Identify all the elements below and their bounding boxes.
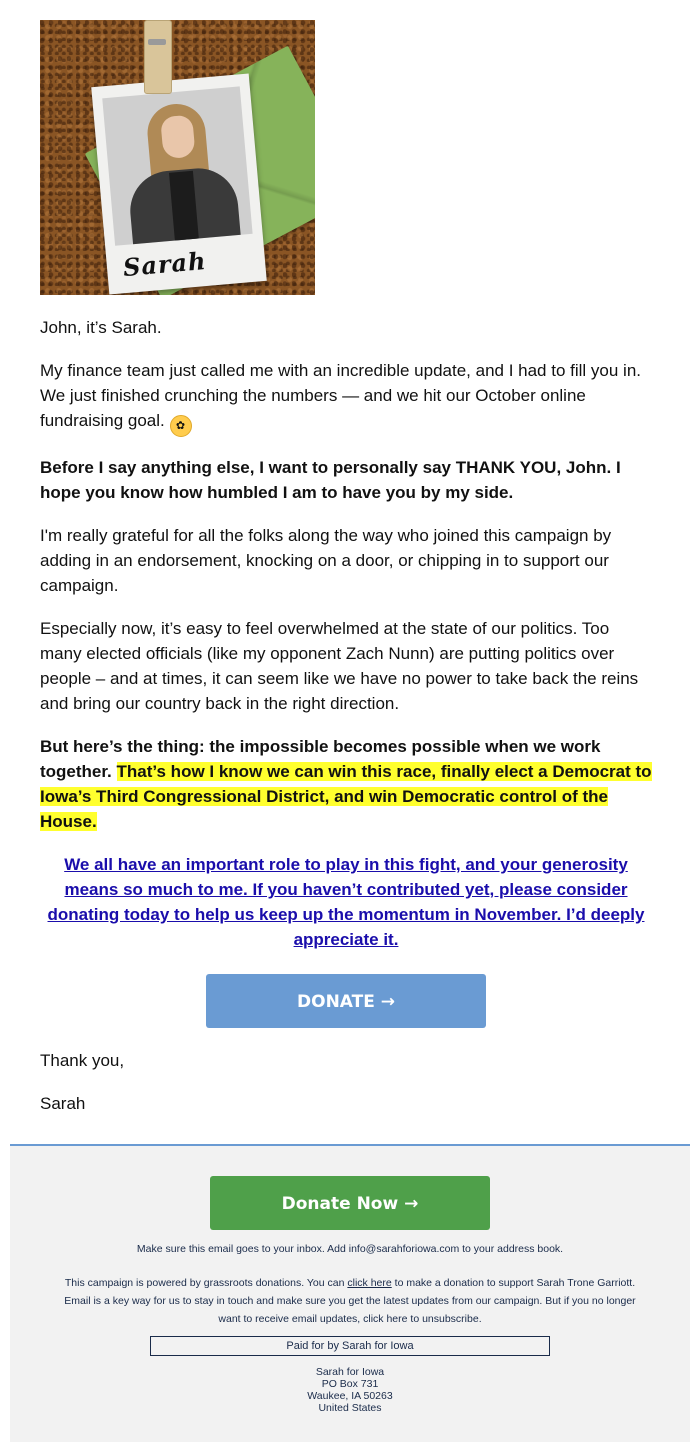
mailing-address — [10, 1366, 690, 1414]
photo-signature: Sarah — [121, 245, 208, 283]
paragraph-update — [40, 358, 652, 437]
paragraph-politics: Especially now, it’s easy to feel overwhelmed at the state of our politics. Too many elected officials (like my opponent Zach Nunn) are putting politics over people – and at times, it can seem like we have no power to take back the reins and bring our country back in the right direction. — [40, 619, 639, 713]
donate-now-button[interactable]: Donate Now → — [210, 1176, 490, 1230]
paragraph-grateful: I'm really grateful for all the folks along the way who joined this campaign by adding in an endorsement, knocking on a door, or chipping in to support our campaign. — [40, 526, 612, 595]
grassroots-text-post: to make a donation to support Sarah Trone Garriott. — [391, 1277, 636, 1289]
greeting: John, it’s Sarah. — [40, 318, 162, 337]
unsubscribe-link[interactable]: want to receive email updates, click here to unsubscribe. — [218, 1313, 482, 1325]
address-line-4: United States — [318, 1402, 382, 1414]
donate-button[interactable]: DONATE → — [206, 974, 486, 1028]
signoff-name: Sarah — [40, 1094, 86, 1113]
paragraph-impossible — [40, 734, 652, 834]
contribute-link[interactable]: We all have an important role to play in this fight, and your generosity means so much to me. If you haven’t contributed yet, please consider donating today to help us keep up the momentum in November. I’d deeply appreciate it. — [47, 855, 645, 949]
grassroots-text-pre: This campaign is powered by grassroots donations. You can — [64, 1277, 348, 1289]
paragraph-impossible-text: But here’s the thing: the impossible becomes possible when we work together. — [40, 737, 601, 781]
polaroid-frame — [91, 74, 267, 295]
signoff-thanks: Thank you, — [40, 1051, 125, 1070]
portrait-face — [160, 115, 196, 160]
inbox-note: Make sure this email goes to your inbox. Add info@sarahforiowa.com to your address book. — [136, 1243, 564, 1255]
candidate-photo — [40, 20, 315, 295]
paragraph-thank-you: Before I say anything else, I want to personally say THANK YOU, John. I hope you know how humbled I am to have you by my side. — [40, 458, 621, 502]
clothespin-icon — [144, 20, 172, 94]
portrait — [102, 86, 252, 245]
email-footer — [10, 1144, 690, 1442]
address-line-3: Waukee, IA 50263 — [307, 1390, 393, 1402]
click-here-link[interactable]: click here — [347, 1277, 392, 1289]
address-line-2: PO Box 731 — [321, 1378, 379, 1390]
email-body — [40, 20, 652, 1116]
highlighted-text: That’s how I know we can win this race, finally elect a Democrat to Iowa’s Third Congressional District, and win Democratic control of the House. — [40, 762, 652, 831]
paid-for-disclaimer: Paid for by Sarah for Iowa — [150, 1336, 550, 1356]
address-line-1: Sarah for Iowa — [315, 1366, 385, 1378]
grassroots-note — [10, 1274, 690, 1328]
unsubscribe-line-1: Email is a key way for us to stay in touch and make sure you get the latest updates from our campaign. But if you no longer — [64, 1295, 636, 1307]
paragraph-update-text: My finance team just called me with an incredible update, and I had to fill you in. We just finished crunching the numbers — and we hit our October online fundraising goal. — [40, 361, 642, 430]
party-face-emoji-icon: ✿ — [170, 415, 192, 437]
